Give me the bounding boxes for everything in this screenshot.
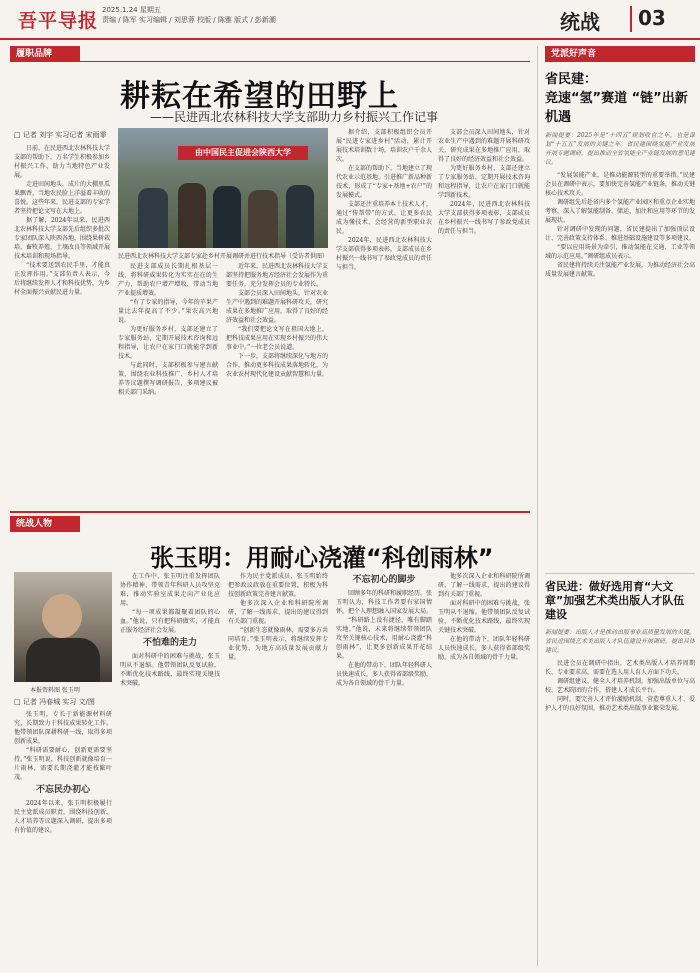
right-article-1-lead: 新闻提要：2025年是“十四五”规划收官之年，也是谋划“十五五”发展的关键之年。省民建围绕氢能产业发展开展专题调研，提出推动全省氢能全产业链发展的意见建议。 xyxy=(545,132,695,166)
paragraph: “要以应用场景为牵引，推动氢能在交通、工业等领域的示范应用。”调研组成员表示。 xyxy=(545,244,695,260)
subheadline-1: ——民进西北农林科技大学支部助力乡村振兴工作记事 xyxy=(150,110,439,124)
photo-banner: 由中国民主促进会陕西大学 xyxy=(178,146,308,160)
article-2-col-1 xyxy=(14,710,112,965)
paragraph: “科研路上没有捷径，唯有脚踏实地。”他说，未来将继续带领团队攻坚关键核心技术，用耐心浇灌“科创雨林”，让更多创新成果开花结果。 xyxy=(336,617,432,660)
paragraph: 省民建将持续关注氢能产业发展，为推动经济社会高质量发展建言献策。 xyxy=(545,262,695,278)
article-1-col-4 xyxy=(336,128,432,502)
right-article-2 xyxy=(545,580,695,959)
paragraph: 据介绍，支部积极组织会员开展“民进专家进乡村”活动，累计开展技术培训数十场，培训农户千余人次。 xyxy=(336,129,432,163)
section-bar-left xyxy=(10,46,80,62)
section-bar-lower-label: 统战人物 xyxy=(16,519,53,529)
article-1-col-1 xyxy=(14,130,110,516)
article-1-col-2 xyxy=(118,262,218,502)
masthead xyxy=(0,0,700,40)
paragraph: “技术要送到农民手里，才能真正发挥作用。”支部负责人表示，今后将继续发挥人才和科技优势，为乡村全面振兴贡献民进力量。 xyxy=(14,262,110,296)
article-1-col-3 xyxy=(226,262,328,502)
divider xyxy=(10,511,530,513)
paragraph: 在他的带动下，团队年轻科研人员快速成长，多人获得省部级奖励，成为各自领域的骨干力量。 xyxy=(336,662,432,687)
section-bar-lower xyxy=(10,516,80,532)
page-number: 03 xyxy=(630,6,692,32)
paragraph: 支部会员深入田间地头，针对农业生产中遇到的难题开展科研攻关，研究成果在多地推广应用，取得了良好的经济效益和社会效益。 xyxy=(438,129,530,163)
article-2-col-2 xyxy=(120,572,220,965)
paragraph: 作为民主党派成员，张玉明始终把参政议政放在重要位置，积极为科技创新政策完善建言献策。 xyxy=(228,573,328,598)
section-bar-left-label: 履职品牌 xyxy=(16,49,53,59)
section-name: 统战 xyxy=(560,10,600,34)
editor-line: 责编 / 陈军 实习编辑 / 刘思蓉 校版 / 陈雅 版式 / 彭新潮 xyxy=(102,16,276,24)
paragraph: 日前，在民进西北农林科技大学支部的帮助下，万名学生积极参加乡村振兴工作，助力当地特色产业发展。 xyxy=(14,145,110,179)
article-2-subhead-a: 不忘民办初心 xyxy=(35,785,90,795)
paragraph: 他多次深入企业和科研院所调研，了解一线需求，提出的建议得到有关部门重视。 xyxy=(228,600,328,625)
paragraph: “发展氢能产业，是推动能源转型的重要举措。”民建会员在调研中表示，要加快完善氢能产业链条，推动关键核心技术攻关。 xyxy=(545,172,695,197)
paragraph: “我们要把论文写在祖国大地上，把科技成果应用在实现乡村振兴的伟大事业中。”一位老会员说道。 xyxy=(226,326,328,351)
article-2-subhead-b: 不怕难的走力 xyxy=(142,638,197,648)
headline-2: 张玉明：用耐心浇灌“科创雨林” xyxy=(150,544,494,572)
portrait-face xyxy=(42,594,82,638)
byline-1: □ 记者 刘宇 实习记者 宋雨霏 xyxy=(14,131,107,139)
divider xyxy=(10,61,530,62)
paragraph: 在工作中，张玉明注重发挥团队协作精神，带领青年科研人员攻坚克难，推动实验室成果走向产业化应用。 xyxy=(120,573,220,607)
paragraph: 民进会员在调研中指出，艺术类出版人才培养周期长、专业要求高，需要在选人用人育人方面下功夫。 xyxy=(545,660,695,676)
photo-caption-1: 民进西北农林科技大学支部专家赴乡村开展调研并进行技术指导（受访者供图） xyxy=(118,253,329,260)
portrait-body xyxy=(26,638,100,682)
paragraph: 在他的带动下，团队年轻科研人员快速成长，多人获得省部级奖励，成为各自领域的骨干力量。 xyxy=(438,636,530,661)
paragraph: 回顾多年的科研和履职经历，张玉明认为，科技工作者要有家国情怀，把个人理想融入国家发展大局。 xyxy=(336,590,432,615)
article-2-photo xyxy=(14,572,112,682)
article-2-subhead-c: 不忘初心的脚步 xyxy=(352,575,416,585)
person-figure xyxy=(286,185,314,248)
right-article-1-title-b: 竞速“氢”赛道 “链”出新机遇 xyxy=(545,91,688,125)
column-rule xyxy=(537,46,538,966)
paragraph: 2024年以来，张玉明积极履行民主党派成员职责，围绕科技创新、人才培养等议题深入调研，提出多项有价值的建议。 xyxy=(14,800,112,834)
paragraph: 支部还注重培养本土技术人才，通过“传帮带”的方式，让更多农民成为懂技术、会经营的新型职业农民。 xyxy=(336,201,432,235)
article-2-col-3 xyxy=(228,572,328,965)
paragraph: 近年来，民进西北农林科技大学支部坚持把服务地方经济社会发展作为重要任务，充分发挥会员的专业特长。 xyxy=(226,263,328,288)
headline-1: 耕耘在希望的田野上 xyxy=(120,79,399,114)
paragraph: 针对调研中发现的问题，省民建提出了加强顶层设计、完善政策支持体系、推进基础设施建设等多项建议。 xyxy=(545,226,695,242)
paragraph: 支部会员深入田间地头，针对农业生产中遇到的难题开展科研攻关，研究成果在多地推广应用，取得了良好的经济效益和社会效益。 xyxy=(226,290,328,324)
paragraph: 他多次深入企业和科研院所调研，了解一线需求，提出的建议得到有关部门重视。 xyxy=(438,573,530,598)
paragraph: 在支部的帮助下，当地建立了现代农业示范基地，引进推广新品种新技术，形成了“专家+基地+农户”的发展模式。 xyxy=(336,165,432,199)
paragraph: 与此同时，支部积极参与建言献策，围绕农业科技推广、乡村人才培养等议题撰写调研报告，多项建议被相关部门采纳。 xyxy=(118,362,218,396)
right-article-1 xyxy=(545,68,695,551)
paragraph: 2024年，民进西北农林科技大学支部获得多项表彰，支部成员在乡村振兴一线书写了参政党成员的责任与担当。 xyxy=(336,237,432,271)
paragraph: 据了解，2024年以来，民进西北农林科技大学支部先后组织多批次专家团队深入陕西各地，围绕果树栽培、畜牧养殖、土壤改良等领域开展技术培训和现场指导。 xyxy=(14,217,110,260)
person-figure xyxy=(213,186,241,248)
issue-date: 2025.1.24 星期五 xyxy=(102,6,161,14)
article-2-col-4 xyxy=(336,572,432,965)
article-1-col-5 xyxy=(438,128,530,502)
paragraph: 下一步，支部将继续深化与地方的合作，推动更多科技成果落地转化，为农业农村现代化建设贡献智慧和力量。 xyxy=(226,353,328,378)
person-figure xyxy=(138,188,168,248)
article-1-photo xyxy=(118,128,328,248)
paragraph: 张玉明，专长于新能源材料研究，长期致力于科技成果转化工作。他带领团队深耕科研一线，取得多项创新成果。 xyxy=(14,711,112,745)
paragraph: 走进田间地头，成片的大棚里瓜果飘香，当地农民脸上洋溢着丰收的喜悦。这些年来，民进支部的专家学者坚持把论文写在大地上。 xyxy=(14,181,110,215)
paragraph: “有了专家的指导，今年的苹果产量比去年提高了不少。”果农高兴地说。 xyxy=(118,299,218,324)
paragraph: 民进支部成员长期扎根基层一线，将科研成果转化为实实在在的生产力，帮助农户增产增收，带动当地产业提质增效。 xyxy=(118,263,218,297)
issue-meta xyxy=(102,5,276,25)
right-article-2-lead: 新闻提要：出版人才是推动出版事业高质量发展的关键。省民进围绕艺术类出版人才队伍建设开展调研，提出具体建议。 xyxy=(545,629,695,654)
paragraph: 调研组先后赴省内多个氢能产业园区和重点企业实地考察，深入了解氢能制备、储运、加注和应用等环节的发展现状。 xyxy=(545,199,695,224)
photo-caption-2: 本报资料图 张玉明 xyxy=(30,687,80,694)
right-article-1-title-a: 省民建： xyxy=(545,72,598,87)
article-2-col-5 xyxy=(438,572,530,965)
section-bar-right xyxy=(545,46,695,62)
paragraph: 面对科研中的困难与挑战，张玉明从不退缩。他带领团队反复试验，不断优化技术路线，最终实现关键技术突破。 xyxy=(120,653,220,687)
byline-2: □ 记者 冯春城 实习 文/图 xyxy=(14,698,95,706)
paragraph: 为更好服务乡村，支部还建立了专家服务站，定期开展技术咨询和远程指导，让农户在家门口就能学到新技术。 xyxy=(118,326,218,360)
paragraph: 调研组建议，健全人才培养机制，加强出版单位与高校、艺术院团的合作，搭建人才成长平台。 xyxy=(545,678,695,694)
paragraph: 同时，要完善人才评价激励机制，营造尊重人才、爱护人才的良好氛围，推动艺术类出版事业繁荣发展。 xyxy=(545,696,695,712)
person-figure xyxy=(178,183,206,248)
divider xyxy=(545,573,695,574)
paragraph: “创新生态就像雨林，需要多方共同培育。”张玉明表示，将继续发挥专业优势，为地方高质量发展贡献力量。 xyxy=(228,627,328,661)
right-article-2-title: 省民进：做好选用育“大文章”加强艺术类出版人才队伍建设 xyxy=(545,580,685,621)
paragraph: “科研需要耐心，创新更需要坚持。”张玉明说，科技创新就像培育一片雨林，需要长期浇灌才能枝繁叶茂。 xyxy=(14,747,112,781)
newspaper-logo: 吾平导报 xyxy=(18,10,99,32)
paragraph: 面对科研中的困难与挑战，张玉明从不退缩。他带领团队反复试验，不断优化技术路线，最终实现关键技术突破。 xyxy=(438,600,530,634)
paragraph: “每一项成果都凝聚着团队的心血。”他说，只有把科研做实，才能真正服务经济社会发展。 xyxy=(120,609,220,634)
person-figure xyxy=(248,190,278,248)
paragraph: 为更好服务乡村，支部还建立了专家服务站，定期开展技术咨询和远程指导，让农户在家门口就能学到新技术。 xyxy=(438,165,530,199)
section-bar-right-label: 党派好声音 xyxy=(551,49,597,59)
paragraph: 2024年，民进西北农林科技大学支部获得多项表彰，支部成员在乡村振兴一线书写了参政党成员的责任与担当。 xyxy=(438,201,530,235)
